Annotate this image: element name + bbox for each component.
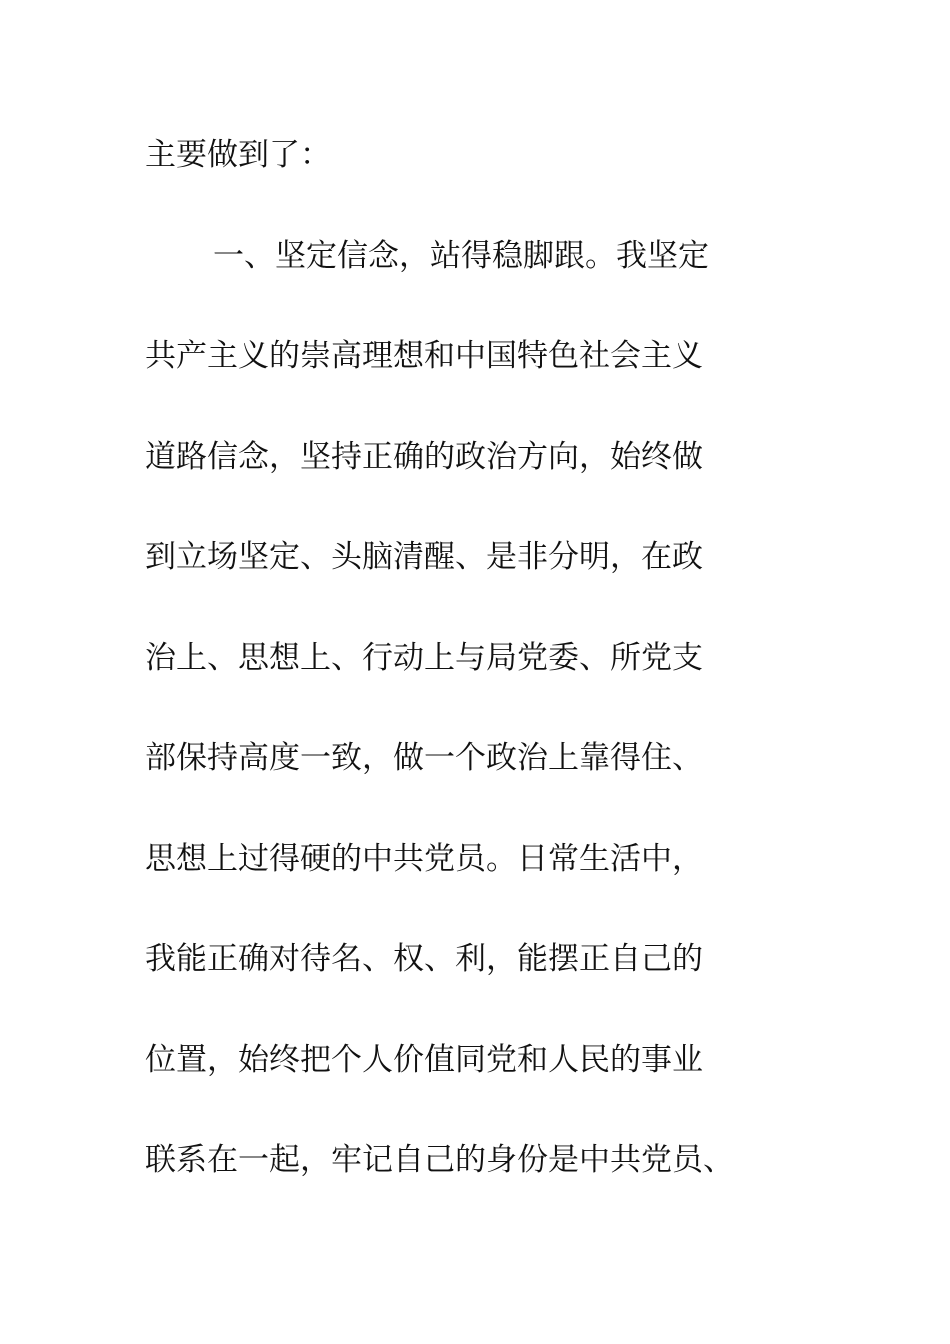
- text-line: 道路信念，坚持正确的政治方向，始终做: [145, 438, 703, 475]
- text-line: 思想上过得硬的中共党员。日常生活中，: [145, 840, 703, 877]
- text-line: 位置，始终把个人价值同党和人民的事业: [145, 1041, 703, 1078]
- text-line: 联系在一起，牢记自己的身份是中共党员、: [145, 1142, 734, 1178]
- text-line: 我能正确对待名、权、利，能摆正自己的: [145, 941, 703, 977]
- text-line: 一、坚定信念，站得稳脚跟。我坚定: [213, 237, 709, 274]
- text-line: 共产主义的崇高理想和中国特色社会主义: [145, 338, 703, 374]
- text-line: 治上、思想上、行动上与局党委、所党支: [145, 639, 703, 676]
- text-line: 到立场坚定、头脑清醒、是非分明，在政: [145, 539, 703, 575]
- body-text: [145, 127, 845, 1233]
- text-line: 主要做到了：: [145, 137, 331, 173]
- text-line: 部保持高度一致，做一个政治上靠得住、: [145, 740, 703, 776]
